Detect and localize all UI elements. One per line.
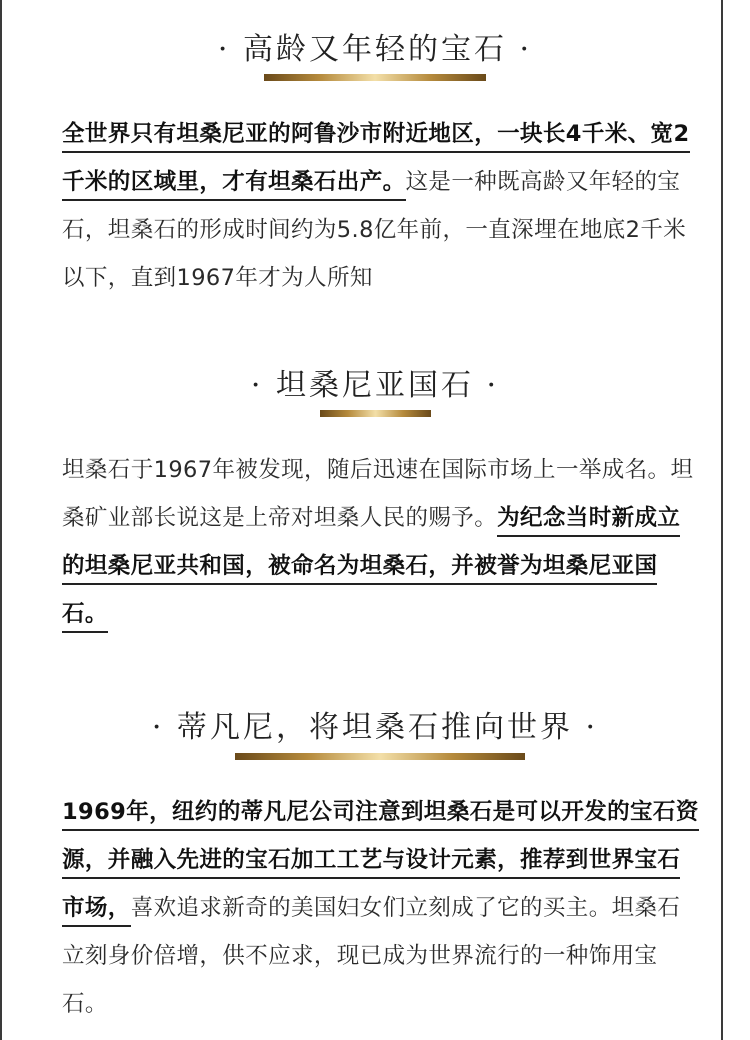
gold-divider-3 [235, 753, 525, 760]
body-text: 坦桑石于1967年被发现，随后迅速在国际市场上一举成名。坦桑矿业部长说这是上帝对坦桑人民的赐予。 [62, 457, 694, 531]
highlighted-text: 全世界只有坦桑尼亚的阿鲁沙市附近地区，一块长4千米、宽2千米的区域里，才有坦桑石出产。 [62, 121, 690, 201]
section-paragraph-1 [62, 110, 702, 302]
gold-divider-2 [320, 410, 431, 417]
section-heading-3: · 蒂凡尼，将坦桑石推向世界 · [151, 710, 599, 745]
section-heading-2: · 坦桑尼亚国石 · [250, 368, 500, 403]
body-text: 这是一种既高龄又年轻的宝石，坦桑石的形成时间约为5.8亿年前，一直深埋在地底2千米以下，直到1967年才为人所知 [62, 169, 687, 291]
body-text: 喜欢追求新奇的美国妇女们立刻成了它的买主。坦桑石立刻身价倍增，供不应求，现已成为世界流行的一种饰用宝石。 [62, 895, 681, 1017]
highlighted-text: 为纪念当时新成立的坦桑尼亚共和国，被命名为坦桑石，并被誉为坦桑尼亚国石。 [62, 505, 680, 633]
highlighted-text: 1969年，纽约的蒂凡尼公司注意到坦桑石是可以开发的宝石资源，并融入先进的宝石加工工艺与设计元素，推荐到世界宝石市场， [62, 799, 699, 927]
section-paragraph-3 [62, 788, 702, 1028]
gold-divider-1 [264, 74, 486, 81]
section-heading-1: · 高龄又年轻的宝石 · [217, 32, 533, 67]
section-paragraph-2 [62, 446, 702, 638]
